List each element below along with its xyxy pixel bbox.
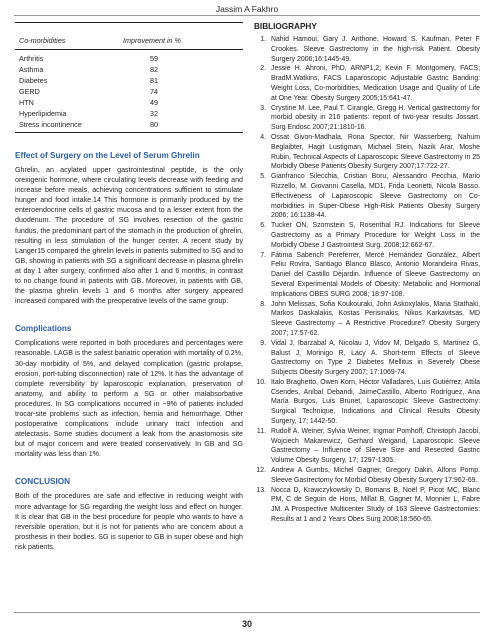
reference-number: 2. <box>260 65 266 73</box>
paragraph-complications: Complications were reported in both procedures and percentages were reasonable. LAGB is the safest bariatric operation with mortality of 0.2%, 30-day morbidity of 5%, and delayed complication (gastric prolapse, erosion, port-tubing disconnection) rate of 12%. It has the advantage of complete reversibility by laparoscopic explanation, preservation of anatomy, and ability to perform a SG or other malabsorbative procedures. In SG complications occurred in ~9% of patients included trocar-site problems such as infection, hernia and hemorrhage. Other postoperative complications include urinary tract infection and atelectasis. Some studies document a leak from the anastomosis site but of major concern and were treated conservatively. In GB and SG mortality was less than 1%. <box>15 339 243 459</box>
table-row <box>15 97 243 108</box>
reference-text: Nahid Hamoui, Gary J. Anthone, Howard S. Kaufman, Peter F Crookes. Sleeve Gastrectomy in the high-risk Patient. Obesity Surgery 2006;16:1445-49. <box>271 36 480 63</box>
reference-text: Fátima Sabench Pereferrer, Mercè Hernández González, Albert Feliu Rovira, Santiago Blanco Blasco, Antonio Morandeira Rivas, Daniel del Castillo Déjardin. Influence of Sleeve Gastrectomy on Several Experimental Models of Obesity: Metabolic and Hormonal Implications OBES SURG 2008; 18:97-108. <box>271 251 480 298</box>
reference-text: Rudolf A. Weiner, Sylvia Weiner, Ingmar Pomhoff, Christoph Jacobi, Wojciech Makarewicz, Gerhard Weigand, Laparoscopic Sleeve Gastrectomy – Influence of Sleeve Size and Resected Gastric Volume Obesity Surgery, 17; 1297-1305. <box>271 427 480 465</box>
reference-item <box>254 104 480 133</box>
table-row <box>15 53 243 64</box>
comorbidity-table <box>15 22 243 133</box>
reference-text: Tucker ON, Szomstein S, Rosenthal RJ. Indications for Sleeve Gastrectomy as a Primary Procedure for Weight Loss in the Morbidly Obese J Gastrointest Surg. 2008;12:662-67. <box>271 222 480 249</box>
reference-item <box>254 300 480 339</box>
header-rule <box>14 15 480 16</box>
table-cell-percent: 82 <box>150 65 158 74</box>
reference-item <box>254 466 480 486</box>
left-column <box>15 22 243 555</box>
table-cell-percent: 80 <box>150 120 158 129</box>
reference-item <box>254 339 480 378</box>
reference-number: 11. <box>256 427 266 435</box>
table-cell-condition: Diabetes <box>19 76 48 85</box>
reference-text: Andrew A Gumbs, Michel Gagner, Gregory Dakin, Alfons Pomp. Sleeve Gastrectomy for Morbid Obesity Obesity Surgery 17:962-69. <box>271 467 480 484</box>
table-cell-percent: 49 <box>150 98 158 107</box>
reference-text: Vidal J, Ibarzabal A, Nicolau J, Vidov M, Delgado S, Martinez G, Balust J, Morinigo R, Lacy A. Short-term Effects of Sleeve Gastrectomy on Type 2 Diabetes Mellitus in Severely Obese Subjects Obesity Surgery 2007; 17:1069-74. <box>271 339 480 377</box>
reference-text: Crystine M. Lee, Paul T. Cirangle, Gregg H. Vertical gastrectomy for morbid obesity in 216 patients: report of two-year results Jossart. Surg Endosc 2007;21:1810-16. <box>271 104 480 132</box>
reference-number: 10. <box>256 378 266 386</box>
table-cell-condition: Arthritis <box>19 54 44 63</box>
reference-text: Italo Braghetto, Owen Korn, Héctor Valladares, Luis Gutiérrez, Attila Csendes, Aníbal Debandi, JaimeCastillo, Alberto Rodríguez, Ana María Burgos, Luis Brunet, Laparoscopic Sleeve Gastrectomy: Surgical Technique, Indications and Clinical Results Obesity Surgery, 17; 1442-50. <box>271 378 480 426</box>
reference-text: Ossat Givon-Madhala, Rona Spector, Nir Wasserberg, Nahum Beglaibter, Hagit Lustigman, Michael Stein, Nazik Arar, Moshe Rubin, Technical Aspects of Laparoscopic Sleeve Gastrectomy in 25 Morbidly Obese Patients Obesity Surgery 2007;17:722-27. <box>271 133 480 171</box>
table-cell-percent: 81 <box>150 76 158 85</box>
table-cell-condition: GERD <box>19 87 40 96</box>
section-title-ghrelin: Effect of Surgery on the Level of Serum Ghrelin <box>15 151 200 160</box>
table-cell-percent: 32 <box>150 109 158 118</box>
reference-number: 3. <box>260 104 266 112</box>
reference-item <box>254 486 480 525</box>
reference-number: 8. <box>260 300 266 308</box>
table-header-row <box>15 22 243 50</box>
table-row <box>15 119 243 130</box>
reference-number: 9. <box>260 339 266 347</box>
table-cell-condition: Asthma <box>19 65 44 74</box>
reference-item <box>254 251 480 300</box>
reference-text: Jessie H. Ahroni, PhD, ARNP1,2; Kevin F. Montgomery, FACS; BradM.Watkins, FACS Laparoscopic Adjustable Gastric Banding: Weight Loss, Co-morbidities, Medication Usage and Quality of Life at One Year. Obesity Surgery 2005;15:641-47. <box>271 65 480 102</box>
table-row <box>15 108 243 119</box>
table-header-comorbidities: Co-morbidities <box>19 36 66 45</box>
reference-number: 4. <box>260 133 266 141</box>
right-column <box>254 22 480 525</box>
reference-item <box>254 172 480 221</box>
reference-number: 5. <box>260 173 266 181</box>
table-row <box>15 64 243 75</box>
reference-text: John Melissas, Sofia Koukouraki, John Askoxylakis, Maria Stathaki, Markos Daskalakis, Kostas Perisinakis, Nikos Karkavitsas. MD Sleeve Gastrectomy – A Restrictive Procedure? Obesity Surgery 2007; 17:57-62. <box>271 300 480 337</box>
table-cell-condition: HTN <box>19 98 34 107</box>
reference-number: 12. <box>256 467 266 475</box>
table-cell-percent: 59 <box>150 54 158 63</box>
section-title-complications: Complications <box>15 324 72 334</box>
paragraph-ghrelin: Ghrelin, an acylated upper gastrointestinal peptide, is the only orexigenic hormone, where circulating levels decrease with feeding and increase before meals, achieving concentrations sufficient to stimulate hunger and food intake.14 This hormone is primarily produced by the enteroendocrine cells of gastric mucosa and to a lesser extent from the duodenum. The procedure of SG involves resection of the gastric fundus, the predominant part of the stomach in the production of ghrelin, resulting in less stimulation of the hunger center. A recent study by Langer15 compared the ghrelin levels in patients submitted to SG and to GB, showing in patients with SG a significant decrease in plasma ghrelin at day 1 after surgery, confirmed also after 1 and 6 months, in contrast to no change found in patients with GB. Moreover, in patients with GB, the plasma ghrelin levels 1 and 6 months after surgery appeared increased compared with the preoperative levels of the same group. <box>15 166 243 306</box>
table-body <box>15 50 243 133</box>
reference-item <box>254 427 480 466</box>
paragraph-conclusion: Both of the procedures are safe and effective in reducing weight with more advantage for SG regarding the weight loss and effect on hunger. It is clear that GB in the best procedure for people who wants to have a reversible operation, but it is not for patients who are concern about a prosthesis in their bodies. SG is superior to GB in super obese and high risk patients. <box>15 492 243 551</box>
footer-rule <box>14 612 480 613</box>
reference-text: Nocca D, Krawczykowsky D, Bomans B, Noël P, Picot MC, Blanc PM, C de Seguin de Hons, Millat B, Gagner M, Monnier L, Fabre JM. A Prospective Multicenter Study of 163 Sleeve Gastrectomies: Results at 1 and 2 Years Obes Surg 2008;18:560-65. <box>271 486 480 524</box>
running-head-author: Jassim A Fakhro <box>215 4 279 14</box>
reference-number: 1. <box>260 36 266 43</box>
section-title-conclusion: CONCLUSION <box>15 477 71 487</box>
bibliography-title: BIBLIOGRAPHY <box>254 22 317 31</box>
table-header-improvement: Improvement in % <box>123 36 181 45</box>
reference-item <box>254 378 480 427</box>
reference-text: Gianfranco Silecchia, Cristian Boru, Alessandro Pecchia, Mario Rizzello, M. Giovanni Casella, MD1, Frida Leonetti, Nicola Basso. Effectiveness of Laparoscopic Sleeve Gastrectomy on Co-morbidities in Super-Obese High-Risk Patients Obesity Surgery 2006; 16:1138-44. <box>271 173 480 220</box>
reference-number: 13. <box>256 486 266 494</box>
reference-item <box>254 64 480 103</box>
table-cell-percent: 74 <box>150 87 158 96</box>
reference-item <box>254 133 480 172</box>
page-number: 30 <box>241 619 252 629</box>
reference-number: 6. <box>260 222 266 230</box>
table-row <box>15 75 243 86</box>
reference-number: 7. <box>260 251 266 259</box>
table-cell-condition: Hyperlipidemia <box>19 109 67 118</box>
reference-list <box>254 35 480 525</box>
table-row <box>15 86 243 97</box>
reference-item <box>254 35 480 64</box>
reference-item <box>254 221 480 250</box>
table-cell-condition: Stress incontinence <box>19 120 82 129</box>
